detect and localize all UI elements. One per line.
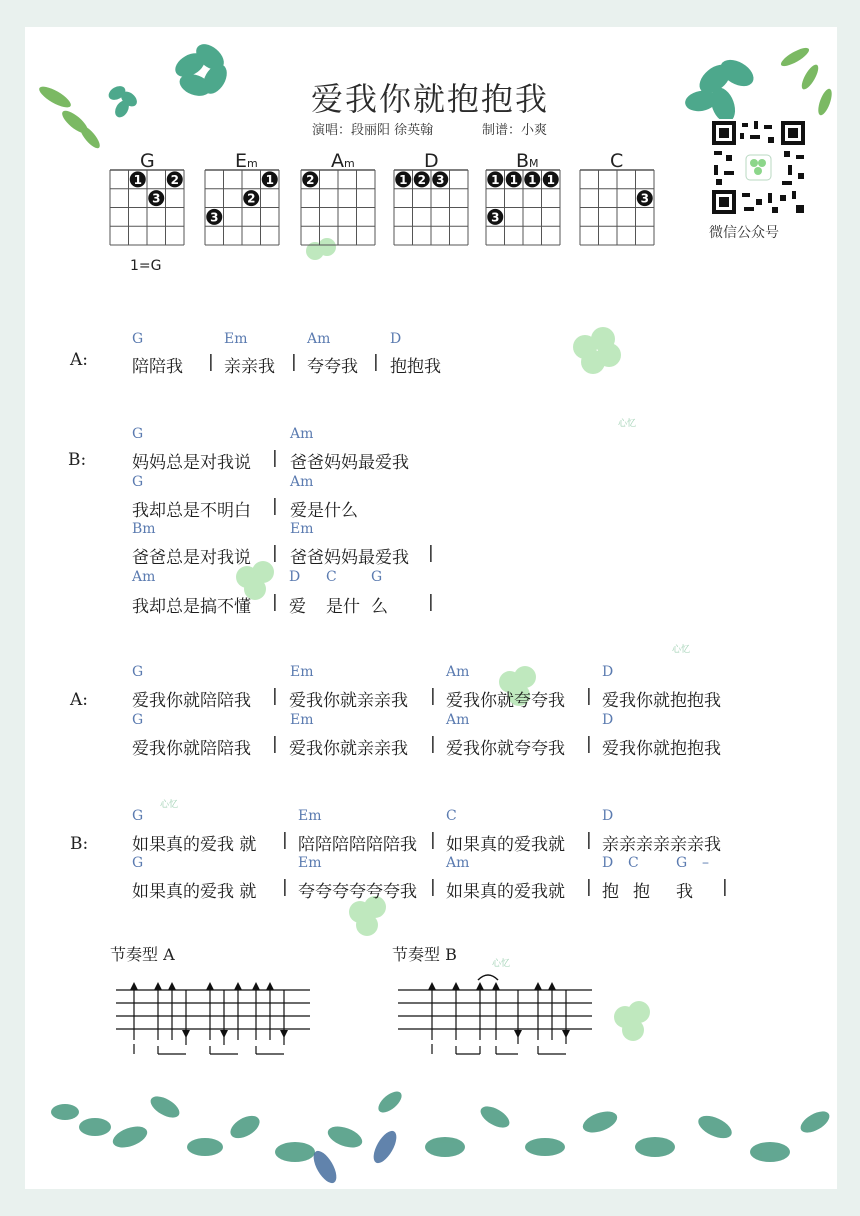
chord-root: B xyxy=(516,150,530,172)
chord-symbol: D xyxy=(602,664,614,680)
finger-number: 1 xyxy=(491,172,500,187)
chord-symbol: G xyxy=(132,855,144,871)
chord-root: C xyxy=(610,150,624,172)
arranger-credit: 制谱：小爽 xyxy=(482,123,548,138)
chord-symbol: Em xyxy=(224,331,248,347)
lyric-text: 爱是什么 xyxy=(290,501,358,521)
lyric-text: 如果真的爱我 就 xyxy=(132,882,257,902)
chord-symbol: C xyxy=(326,569,337,585)
lyric-text: 爱我你就抱抱我 xyxy=(602,691,721,711)
finger-dot xyxy=(524,171,540,187)
bar-line: | xyxy=(272,686,278,706)
finger-number: 2 xyxy=(170,172,179,187)
bar-line: | xyxy=(272,543,278,563)
chord-symbol: G xyxy=(676,855,688,871)
finger-dot xyxy=(543,171,559,187)
lyric-text: 爱我你就陪陪我 xyxy=(132,739,251,759)
finger-number: 3 xyxy=(640,191,649,206)
chord-root: D xyxy=(424,150,439,172)
lyric-text: 抱 xyxy=(633,882,650,902)
finger-number: 2 xyxy=(417,172,426,187)
finger-dot xyxy=(130,171,146,187)
chord-symbol: G xyxy=(132,426,144,442)
finger-dot xyxy=(395,171,411,187)
rhythm-a-label: 节奏型 A xyxy=(110,945,175,964)
watermark-text: 心忆 xyxy=(618,419,637,429)
chord-diagram xyxy=(478,162,568,252)
section-label: B: xyxy=(68,450,87,470)
bar-line: | xyxy=(291,352,297,372)
lyric-text: 抱 xyxy=(602,882,619,902)
finger-number: 1 xyxy=(265,172,274,187)
chord-symbol: Em xyxy=(290,521,314,537)
lyric-text: 爱我你就亲亲我 xyxy=(289,691,408,711)
chord-symbol: Am xyxy=(446,712,470,728)
chord-quality: m xyxy=(247,157,258,170)
qr-code xyxy=(710,119,807,216)
chord-symbol: Am xyxy=(446,664,470,680)
chord-diagram xyxy=(197,162,287,252)
chord-symbol: Em xyxy=(290,712,314,728)
bar-line: | xyxy=(430,830,436,850)
lyric-text: 爱我你就夸夸我 xyxy=(446,739,565,759)
chord-diagram xyxy=(386,162,476,252)
lyric-text: 如果真的爱我 就 xyxy=(132,835,257,855)
lyric-text: 爸爸总是对我说 xyxy=(132,548,251,568)
rhythm-b-pattern xyxy=(392,972,602,1062)
chord-symbol: D xyxy=(602,808,614,824)
chord-symbol: D xyxy=(289,569,301,585)
lyric-text: 我却总是搞不懂 xyxy=(132,597,251,617)
lyric-text: 如果真的爱我就 xyxy=(446,835,565,855)
bar-line: | xyxy=(272,734,278,754)
chord-symbol: G xyxy=(132,331,144,347)
chord-symbol: G xyxy=(371,569,383,585)
bar-line: | xyxy=(272,448,278,468)
finger-dot xyxy=(206,209,222,225)
lyric-text: 爱 xyxy=(289,597,306,617)
lyric-text: 亲亲我 xyxy=(224,357,275,377)
lyric-text: 陪陪我 xyxy=(132,357,183,377)
chord-quality: M xyxy=(529,157,539,170)
bar-line: | xyxy=(586,686,592,706)
qr-label: 微信公众号 xyxy=(709,225,779,241)
bar-line: | xyxy=(373,352,379,372)
bar-line: | xyxy=(208,352,214,372)
finger-number: 3 xyxy=(436,172,445,187)
section-label: A: xyxy=(70,350,89,370)
bar-line: | xyxy=(586,734,592,754)
bar-line: | xyxy=(586,877,592,897)
lyric-text: 妈妈总是对我说 xyxy=(132,453,251,473)
chord-symbol: G xyxy=(132,808,144,824)
chord-root: G xyxy=(140,150,155,172)
bar-line: | xyxy=(430,686,436,706)
bar-line: | xyxy=(586,830,592,850)
chord-symbol: G xyxy=(132,474,144,490)
bar-line: | xyxy=(428,592,434,612)
section-label: B: xyxy=(70,834,89,854)
lyric-text: 夸夸夸夸夸夸我 xyxy=(298,882,417,902)
finger-number: 1 xyxy=(509,172,518,187)
bar-line: | xyxy=(722,877,728,897)
rhythm-b-label: 节奏型 B xyxy=(392,945,457,964)
finger-dot xyxy=(148,190,164,206)
chord-root: A xyxy=(331,150,344,172)
chord-symbol: Em xyxy=(290,664,314,680)
finger-number: 3 xyxy=(152,191,161,206)
lyric-text: 夸夸我 xyxy=(307,357,358,377)
chord-symbol: C xyxy=(628,855,639,871)
chord-symbol: Em xyxy=(298,808,322,824)
chord-symbol: Am xyxy=(307,331,331,347)
bar-line: | xyxy=(428,543,434,563)
lyric-text: 么 xyxy=(371,597,388,617)
key-signature: 1=G xyxy=(130,258,162,274)
lyric-text: 我 xyxy=(676,882,693,902)
lyric-text: 如果真的爱我就 xyxy=(446,882,565,902)
finger-dot xyxy=(487,209,503,225)
lyric-text: 我却总是不明白 xyxy=(132,501,251,521)
chord-symbol: D xyxy=(602,855,614,871)
finger-number: 1 xyxy=(133,172,142,187)
bar-line: | xyxy=(272,496,278,516)
finger-number: 1 xyxy=(399,172,408,187)
watermark-text: 心忆 xyxy=(492,959,511,969)
bar-line: | xyxy=(282,877,288,897)
lyric-text: 爱我你就陪陪我 xyxy=(132,691,251,711)
finger-dot xyxy=(487,171,503,187)
chord-diagram xyxy=(102,162,192,252)
lyric-text: 是什 xyxy=(326,597,360,617)
finger-dot xyxy=(302,171,318,187)
chord-diagram xyxy=(572,162,662,252)
song-title: 爱我你就抱抱我 xyxy=(310,80,549,118)
finger-dot xyxy=(432,171,448,187)
lyric-text: 爱我你就抱抱我 xyxy=(602,739,721,759)
finger-dot xyxy=(167,171,183,187)
chord-symbol: Am xyxy=(290,426,314,442)
bar-line: | xyxy=(430,877,436,897)
chord-symbol: C xyxy=(446,808,457,824)
lyric-text: 爱我你就亲亲我 xyxy=(289,739,408,759)
chord-diagram xyxy=(293,162,383,252)
lyric-text: 抱抱我 xyxy=(390,357,441,377)
bar-line: | xyxy=(282,830,288,850)
finger-dot xyxy=(637,190,653,206)
lyric-text: 亲亲亲亲亲亲我 xyxy=(602,835,721,855)
chord-root: E xyxy=(235,150,248,172)
finger-number: 2 xyxy=(306,172,315,187)
finger-number: 2 xyxy=(247,191,256,206)
chord-symbol: Am xyxy=(446,855,470,871)
watermark-text: 心忆 xyxy=(160,800,179,810)
chord-symbol: G xyxy=(132,712,144,728)
finger-dot xyxy=(506,171,522,187)
lyric-text: 爸爸妈妈最爱我 xyxy=(290,548,409,568)
lyric-text: 爸爸妈妈最爱我 xyxy=(290,453,409,473)
chord-symbol: D xyxy=(602,712,614,728)
watermark-text: 心忆 xyxy=(672,645,691,655)
finger-dot xyxy=(243,190,259,206)
section-label: A: xyxy=(70,690,89,710)
finger-dot xyxy=(414,171,430,187)
chord-symbol: Bm xyxy=(132,521,156,537)
chord-symbol: Em xyxy=(298,855,322,871)
bar-line: | xyxy=(272,592,278,612)
finger-number: 1 xyxy=(528,172,537,187)
finger-dot xyxy=(262,171,278,187)
lyric-text: 爱我你就夸夸我 xyxy=(446,691,565,711)
chord-symbol: D xyxy=(390,331,402,347)
chord-quality: m xyxy=(344,157,355,170)
bar-line: | xyxy=(430,734,436,754)
chord-symbol: – xyxy=(702,855,709,871)
chord-symbol: Am xyxy=(290,474,314,490)
lyric-text: 陪陪陪陪陪陪我 xyxy=(298,835,417,855)
chord-symbol: Am xyxy=(132,569,156,585)
chord-symbol: G xyxy=(132,664,144,680)
finger-number: 1 xyxy=(546,172,555,187)
singer-credit: 演唱：段丽阳 徐英翰 xyxy=(312,123,434,138)
rhythm-a-pattern xyxy=(110,980,320,1060)
finger-number: 3 xyxy=(210,210,219,225)
finger-number: 3 xyxy=(491,210,500,225)
